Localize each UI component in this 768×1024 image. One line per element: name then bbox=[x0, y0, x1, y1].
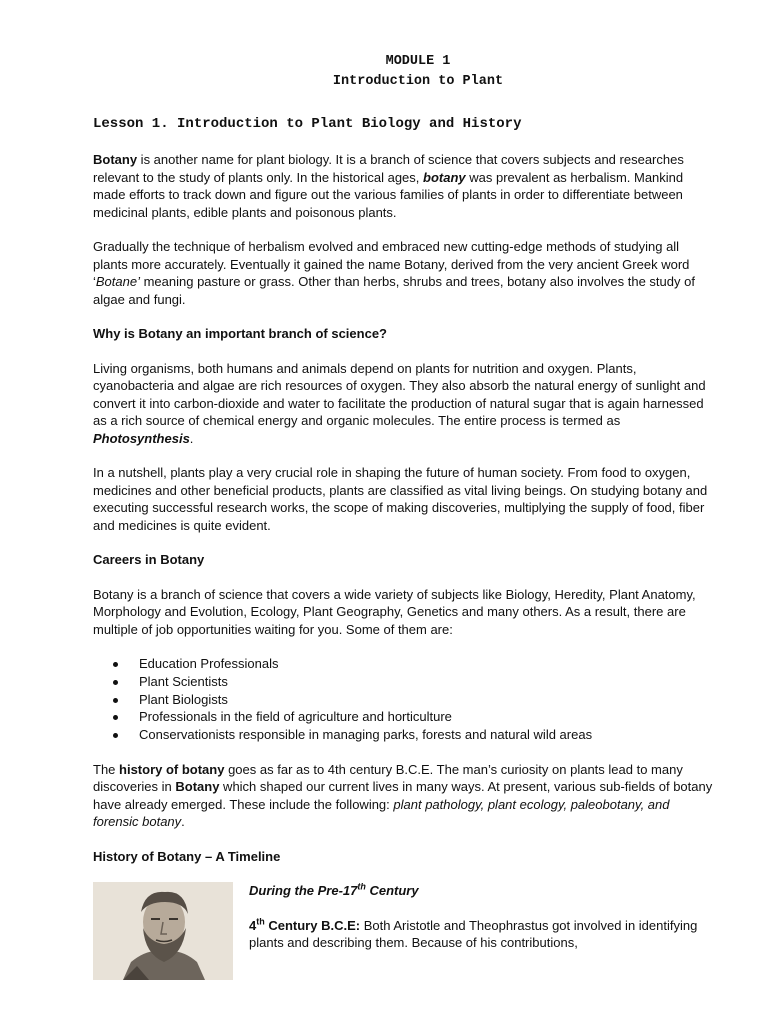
timeline-period bbox=[249, 882, 709, 900]
careers-list bbox=[93, 655, 713, 744]
list-item-text: Plant Scientists bbox=[139, 673, 228, 689]
text-run: goes as far as to 4th century B.C.E. The man’s curiosity on plants lead to many discoveries in bbox=[93, 761, 683, 795]
bullet-icon bbox=[113, 662, 118, 667]
bold-term: Botany bbox=[175, 779, 220, 795]
heading-careers: Careers in Botany bbox=[93, 552, 205, 567]
bearded-man-engraving-icon bbox=[93, 882, 233, 980]
text-run: meaning pasture or grass. Other than herbs, shrubs and trees, botany also involves the study of algae and fungi. bbox=[93, 274, 695, 307]
text-run: Both Aristotle and Theophrastus got involved in identifying plants and describing them. Because of his contributions, bbox=[249, 917, 698, 951]
text-run: The bbox=[93, 761, 120, 777]
superscript: th bbox=[357, 882, 366, 893]
heading-why-botany: Why is Botany an important branch of science? bbox=[93, 326, 387, 341]
text-run: Gradually the technique of herbalism evolved and embraced new cutting-edge methods of studying all plants more accurately. Eventually it gained the name Botany, derived from the very ancient Greek word ‘ bbox=[93, 239, 690, 289]
list-item bbox=[93, 691, 713, 709]
document-page bbox=[93, 52, 713, 982]
list-item bbox=[93, 708, 713, 726]
list-item bbox=[93, 673, 713, 691]
timeline-entry bbox=[249, 917, 709, 952]
text-run: Century bbox=[365, 883, 419, 899]
paragraph-botany-intro bbox=[93, 151, 713, 221]
paragraph-photosynthesis bbox=[93, 360, 713, 448]
timeline-entry-date bbox=[249, 918, 360, 933]
module-title: Introduction to Plant bbox=[332, 74, 504, 89]
text-run: . bbox=[181, 814, 185, 830]
italic-term: plant pathology, plant ecology, paleobotany, and forensic botany bbox=[93, 796, 670, 830]
paragraph-herbalism bbox=[93, 238, 713, 308]
text-run: Century B.C.E: bbox=[264, 917, 361, 933]
text-run: is another name for plant biology. It is a branch of science that covers subjects and researches relevant to the study of plants only. In the historical ages, bbox=[93, 152, 684, 185]
list-item bbox=[93, 655, 713, 673]
list-item-text: Conservationists responsible in managing parks, forests and natural wild areas bbox=[139, 727, 593, 743]
bold-italic-term: Photosynthesis bbox=[93, 430, 190, 446]
bold-term: history of botany bbox=[119, 761, 225, 777]
text-run: . bbox=[189, 430, 194, 446]
paragraph-careers: Botany is a branch of science that covers a wide variety of subjects like Biology, Heredity, Plant Anatomy, Morphology and Evolution, Ecology, Plant Geography, Genetics and many others. As a result, there are multiple of job opportunities waiting for you. Some of them are: bbox=[93, 586, 696, 637]
bullet-icon bbox=[113, 715, 118, 720]
list-item-text: Education Professionals bbox=[139, 656, 279, 671]
heading-timeline: History of Botany – A Timeline bbox=[93, 848, 281, 864]
superscript: th bbox=[256, 916, 265, 927]
paragraph-history bbox=[93, 761, 713, 831]
lesson-title: Lesson 1. Introduction to Plant Biology and History bbox=[93, 116, 522, 132]
bold-italic-term: botany bbox=[423, 169, 466, 185]
list-item-text: Professionals in the field of agriculture and horticulture bbox=[139, 709, 452, 725]
text-run: Living organisms, both humans and animals depend on plants for nutrition and oxygen. Plants, cyanobacteria and algae are rich resources of oxygen. They also absorb the natural energy of sunlight and convert it into carbon-dioxide and water to facilitate the production of natural sugar that is again harnessed as a rich source of chemical energy and organic molecules. The entire process is termed as bbox=[93, 360, 706, 428]
list-item-text: Plant Biologists bbox=[139, 691, 228, 707]
timeline-section bbox=[93, 882, 713, 982]
paragraph-nutshell: In a nutshell, plants play a very crucial role in shaping the future of human society. From food to oxygen, medicines and other beneficial products, plants are classified as vital living beings. On studying botany and executing successful research works, the scope of making discoveries, multiplying the supply of food, fiber and medicines is quite evident. bbox=[93, 465, 708, 533]
italic-term: Botane’ bbox=[95, 274, 140, 289]
text-run: was prevalent as herbalism. Mankind made efforts to track down and figure out the various families of plants in order to differentiate between medicinal plants, edible plants and poisonous plants. bbox=[93, 169, 684, 220]
bullet-icon bbox=[113, 680, 118, 685]
module-number: MODULE 1 bbox=[385, 54, 451, 69]
bullet-icon bbox=[113, 733, 118, 738]
bold-term: Botany bbox=[93, 152, 138, 167]
text-run: which shaped our current lives in many ways. At present, various sub-fields of botany have already emerged. These include the following: bbox=[93, 779, 713, 812]
portrait-image bbox=[93, 882, 233, 980]
text-run: 4 bbox=[249, 917, 257, 933]
list-item bbox=[93, 726, 713, 744]
text-run: During the Pre-17 bbox=[249, 883, 358, 899]
bullet-icon bbox=[113, 698, 118, 703]
timeline-text bbox=[249, 882, 709, 952]
module-heading bbox=[123, 52, 713, 92]
